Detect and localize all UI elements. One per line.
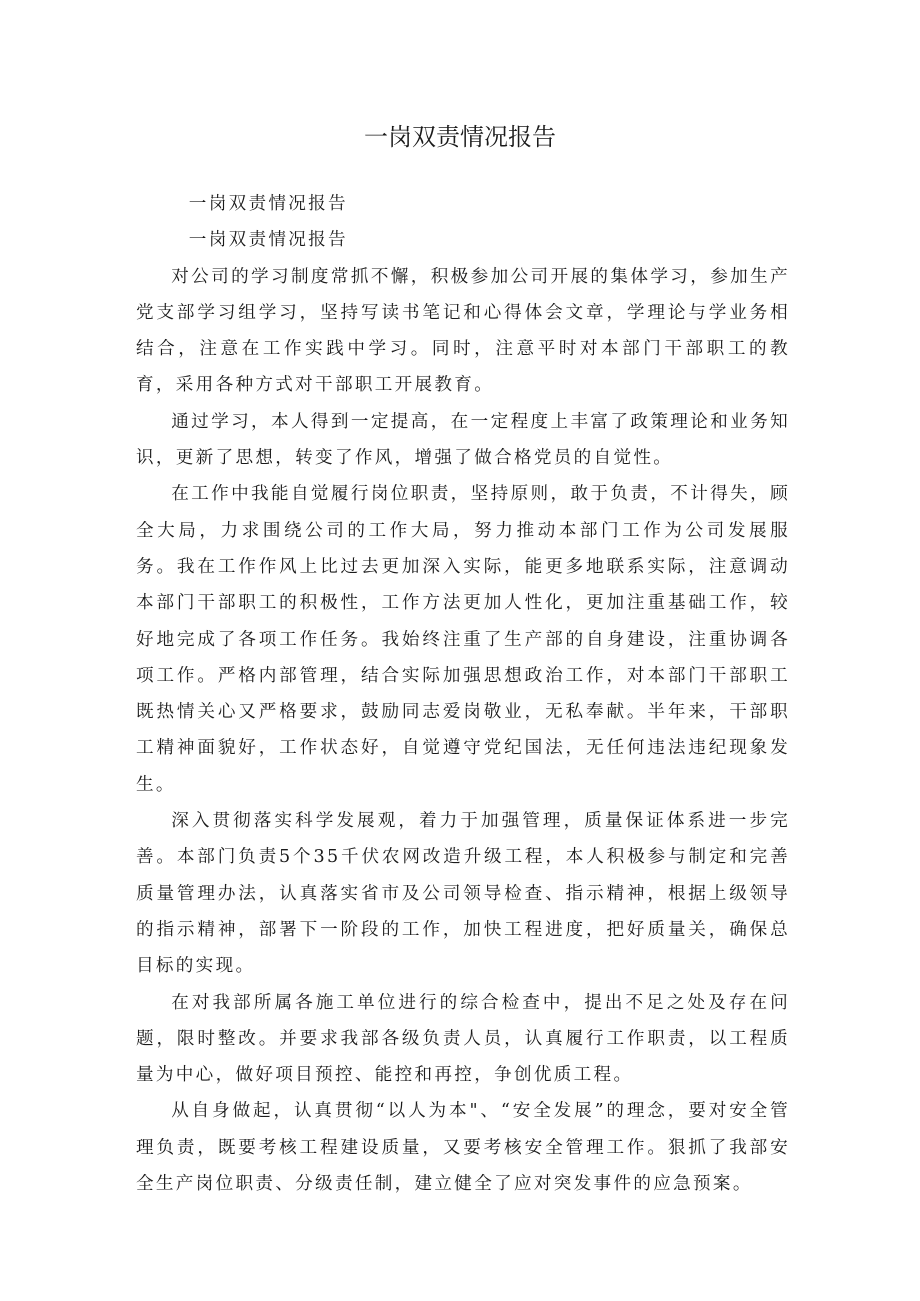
document-body — [136, 186, 790, 1202]
subheading: 一岗双责情况报告 — [188, 194, 348, 214]
paragraph: 通过学习，本人得到一定提高，在一定程度上丰富了政策理论和业务知识，更新了思想，转变了作风，增强了做合格党员的自觉性。 — [136, 411, 790, 469]
page-title: 一岗双责情况报告 — [364, 123, 556, 151]
paragraph: 深入贯彻落实科学发展观，着力于加强管理，质量保证体系进一步完善。本部门负责5个35千伏农网改造升级工程，本人积极参与制定和完善质量管理办法，认真落实省市及公司领导检查、指示精神，根据上级领导的指示精神，部署下一阶段的工作，加快工程进度，把好质量关，确保总目标的实现。 — [136, 811, 790, 977]
paragraph: 在对我部所属各施工单位进行的综合检查中，提出不足之处及存在问题，限时整改。并要求我部各级负责人员，认真履行工作职责，以工程质量为中心，做好项目预控、能控和再控，争创优质工程。 — [136, 992, 790, 1086]
paragraph: 在工作中我能自觉履行岗位职责，坚持原则，敢于负责，不计得失，顾全大局，力求围绕公司的工作大局，努力推动本部门工作为公司发展服务。我在工作作风上比过去更加深入实际，能更多地联系实际，注意调动本部门干部职工的积极性，工作方法更加人性化，更加注重基础工作，较好地完成了各项工作任务。我始终注重了生产部的自身建设，注重协调各项工作。严格内部管理，结合实际加强思想政治工作，对本部门干部职工既热情关心又严格要求，鼓励同志爱岗敬业，无私奉献。半年来，干部职工精神面貌好，工作状态好，自觉遵守党纪国法，无任何违法违纪现象发生。 — [136, 484, 790, 795]
subheading: 一岗双责情况报告 — [188, 230, 348, 251]
paragraph: 对公司的学习制度常抓不懈，积极参加公司开展的集体学习，参加生产党支部学习组学习，坚持写读书笔记和心得体会文章，学理论与学业务相结合，注意在工作实践中学习。同时，注意平时对本部门干部职工的教育，采用各种方式对干部职工开展教育。 — [136, 266, 790, 396]
paragraph: 从自身做起，认真贯彻“以人为本"、“安全发展”的理念，要对安全管理负责，既要考核工程建设质量，又要考核安全管理工作。狠抓了我部安全生产岗位职责、分级责任制，建立健全了应对突发事件的应急预案。 — [136, 1101, 790, 1195]
